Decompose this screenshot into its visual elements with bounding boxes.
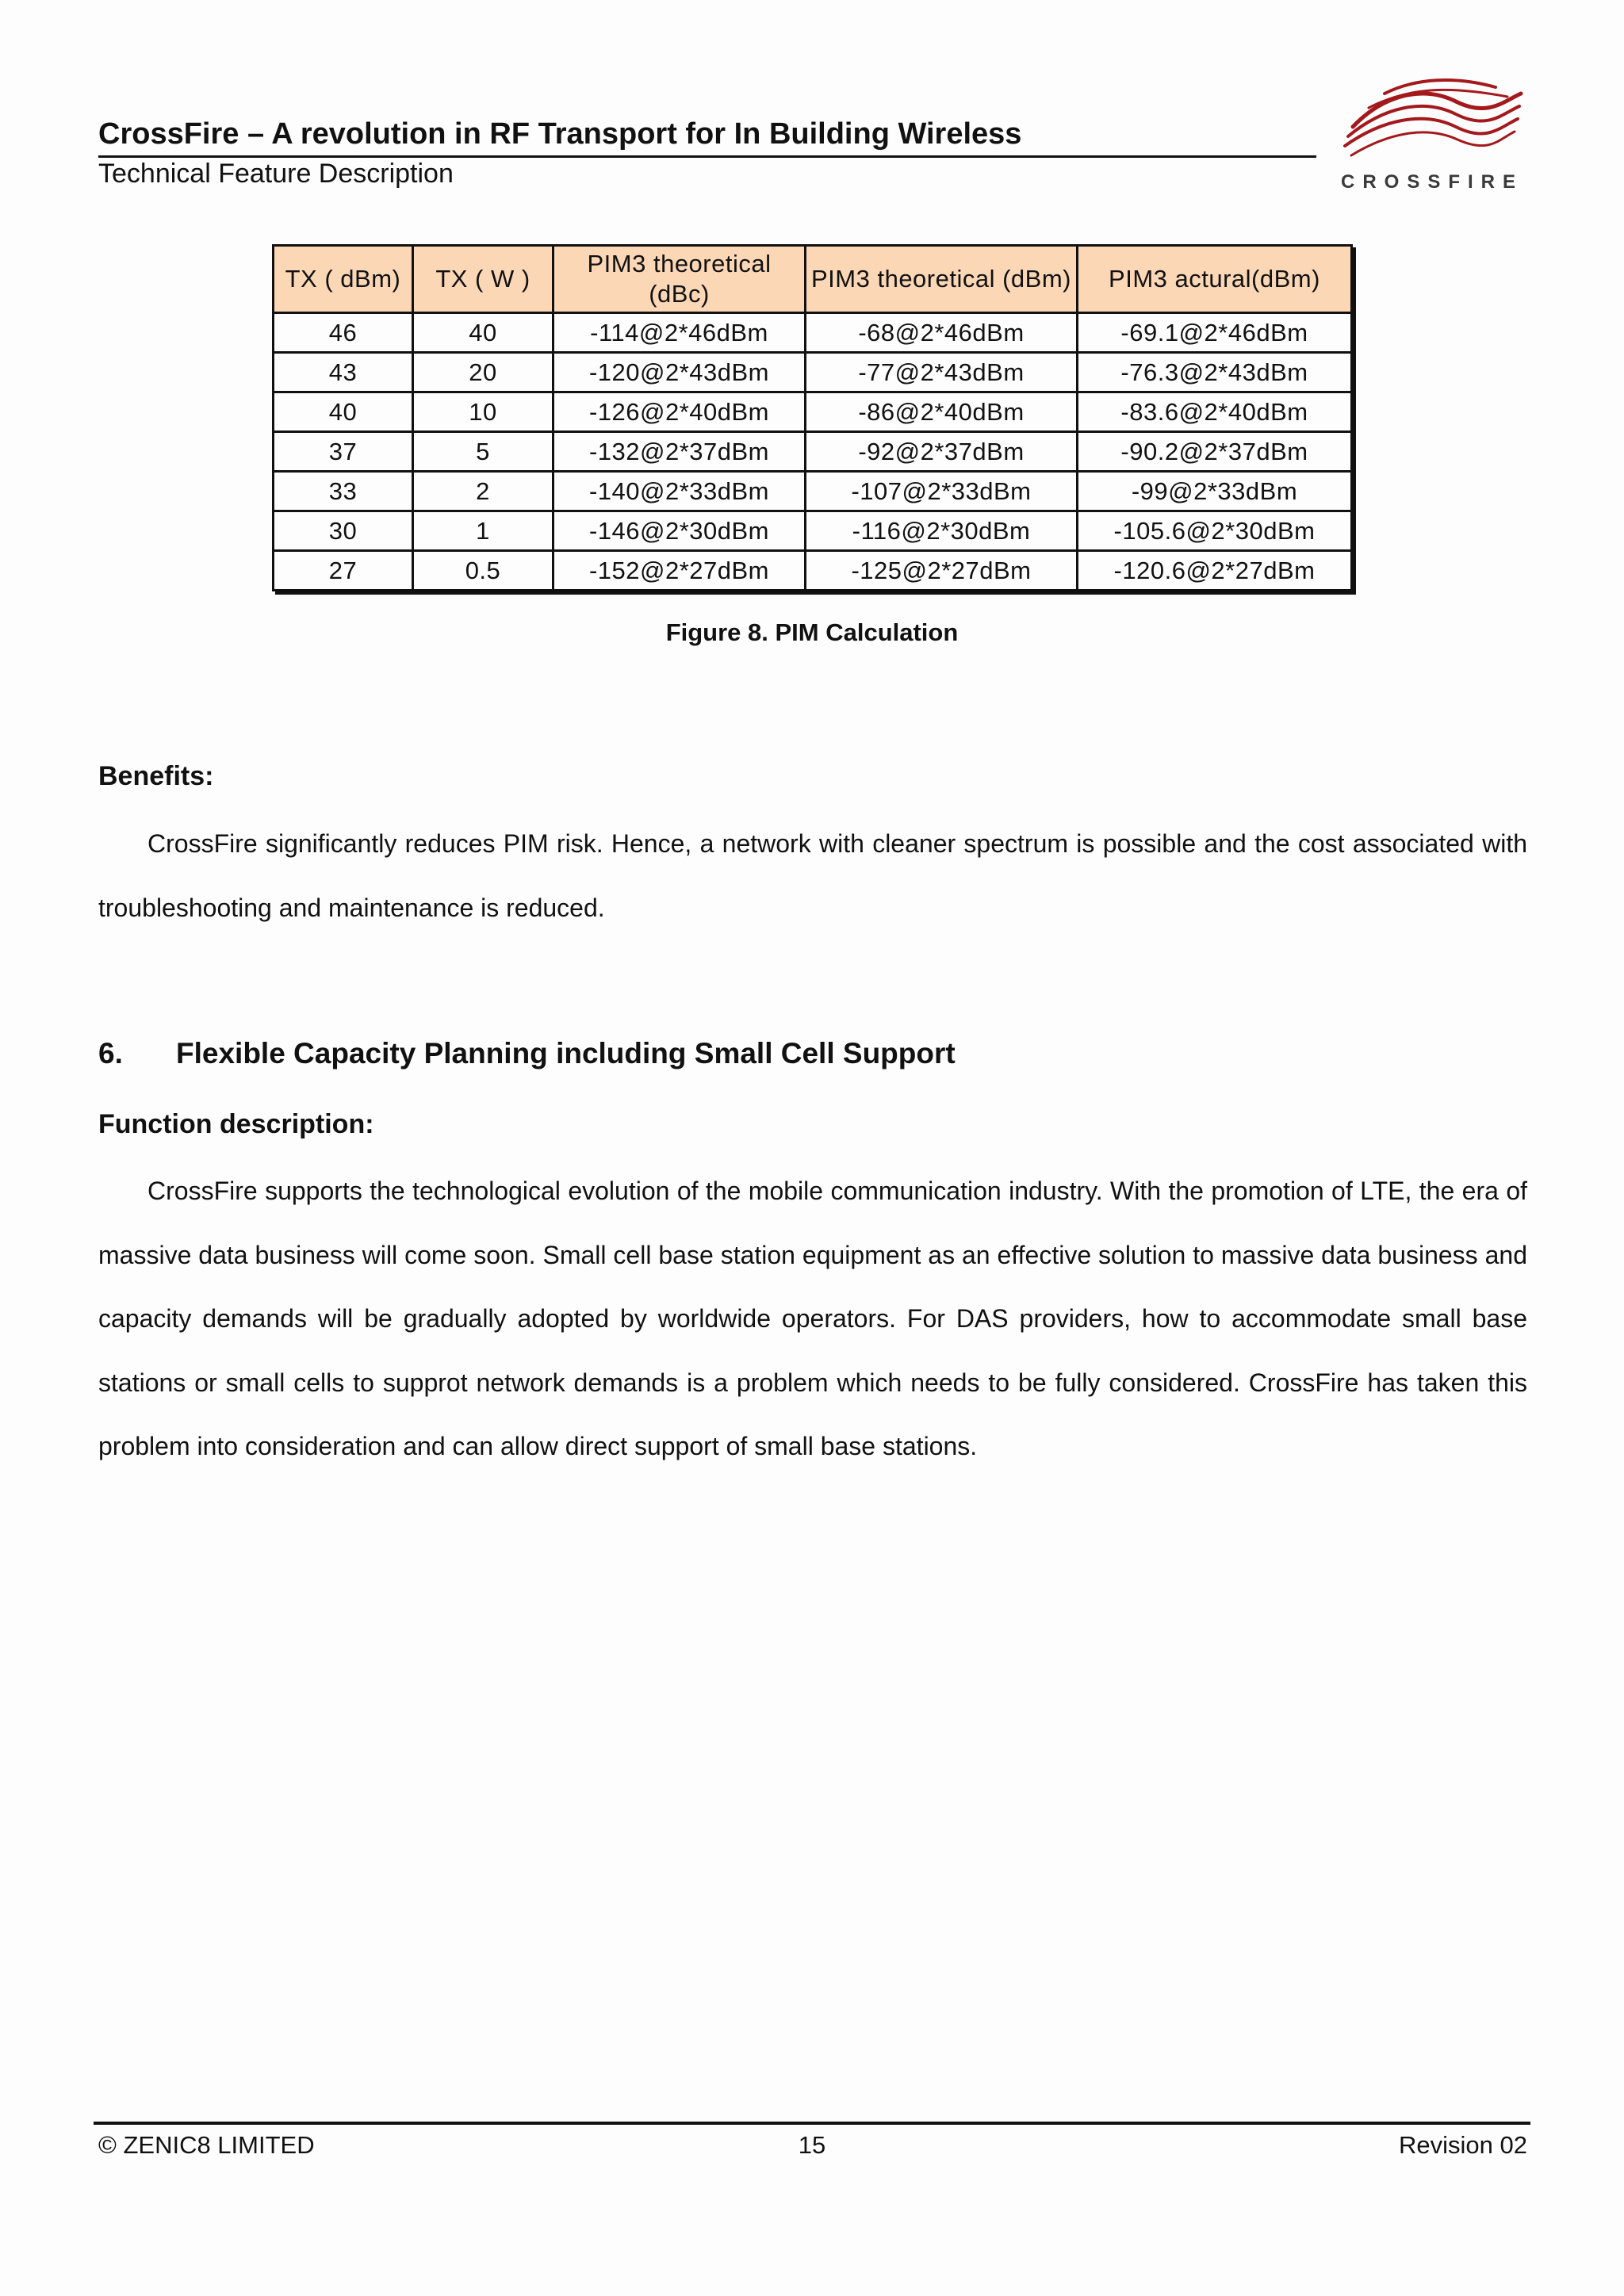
table-cell: 2 — [413, 472, 553, 511]
benefits-heading: Benefits: — [98, 761, 214, 791]
function-description-heading: Function description: — [98, 1109, 374, 1139]
table-cell: -125@2*27dBm — [806, 551, 1078, 591]
page-number: 15 — [798, 2131, 826, 2159]
table-row — [274, 432, 1352, 472]
table-cell: -116@2*30dBm — [806, 511, 1078, 551]
table-cell: 37 — [274, 432, 413, 472]
table-cell: 1 — [413, 511, 553, 551]
table-cell: 5 — [413, 432, 553, 472]
column-header: TX ( W ) — [413, 246, 553, 313]
table-cell: -120.6@2*27dBm — [1078, 551, 1352, 591]
table-cell: -92@2*37dBm — [806, 432, 1078, 472]
table-cell: -68@2*46dBm — [806, 313, 1078, 353]
column-header: PIM3 actural(dBm) — [1078, 246, 1352, 313]
table-cell: 43 — [274, 353, 413, 392]
footer-revision: Revision 02 — [1399, 2131, 1527, 2159]
table-cell: -120@2*43dBm — [553, 353, 806, 392]
table-cell: -99@2*33dBm — [1078, 472, 1352, 511]
table-cell: 10 — [413, 392, 553, 432]
table-cell: -86@2*40dBm — [806, 392, 1078, 432]
table-cell: 27 — [274, 551, 413, 591]
table-row — [274, 313, 1352, 353]
crossfire-swoosh-icon — [1337, 70, 1527, 165]
table-cell: -105.6@2*30dBm — [1078, 511, 1352, 551]
section-number: 6. — [98, 1037, 123, 1070]
section-title: Flexible Capacity Planning including Small Cell Support — [176, 1037, 956, 1070]
document-subtitle: Technical Feature Description — [98, 159, 454, 189]
table-row — [274, 353, 1352, 392]
table-cell: -114@2*46dBm — [553, 313, 806, 353]
document-title: CrossFire – A revolution in RF Transport for In Building Wireless — [98, 117, 1022, 151]
table-cell: 46 — [274, 313, 413, 353]
logo-wordmark: CROSSFIRE — [1340, 171, 1523, 193]
table-cell: -76.3@2*43dBm — [1078, 353, 1352, 392]
table-cell: 20 — [413, 353, 553, 392]
table-cell: -77@2*43dBm — [806, 353, 1078, 392]
crossfire-logo — [1337, 70, 1527, 197]
table-cell: -69.1@2*46dBm — [1078, 313, 1352, 353]
footer-rule — [94, 2122, 1530, 2125]
table-cell: 0.5 — [413, 551, 553, 591]
table-cell: -132@2*37dBm — [553, 432, 806, 472]
table-cell: 40 — [413, 313, 553, 353]
column-header: PIM3 theoretical (dBc) — [553, 246, 806, 313]
table-cell: -83.6@2*40dBm — [1078, 392, 1352, 432]
column-header: TX ( dBm) — [274, 246, 413, 313]
table-row — [274, 551, 1352, 591]
table-row — [274, 472, 1352, 511]
table-cell: -107@2*33dBm — [806, 472, 1078, 511]
column-header: PIM3 theoretical (dBm) — [806, 246, 1078, 313]
table-row — [274, 511, 1352, 551]
table-cell: -152@2*27dBm — [553, 551, 806, 591]
table-cell: 30 — [274, 511, 413, 551]
pim-table — [272, 244, 1353, 591]
table-cell: -90.2@2*37dBm — [1078, 432, 1352, 472]
table-cell: -146@2*30dBm — [553, 511, 806, 551]
table-cell: 40 — [274, 392, 413, 432]
table-row — [274, 392, 1352, 432]
benefits-paragraph: CrossFire significantly reduces PIM risk. Hence, a network with cleaner spectrum is possible and the cost associated with troubleshooting and maintenance is reduced. — [98, 829, 1527, 922]
table-cell: 33 — [274, 472, 413, 511]
table-header-row — [274, 246, 1352, 313]
table-cell: -140@2*33dBm — [553, 472, 806, 511]
table-cell: -126@2*40dBm — [553, 392, 806, 432]
footer-copyright: © ZENIC8 LIMITED — [98, 2131, 315, 2159]
header-rule — [98, 155, 1316, 158]
figure-caption: Figure 8. PIM Calculation — [665, 618, 959, 646]
function-description-paragraph: CrossFire supports the technological evolution of the mobile communication industry. With the promotion of LTE, the era of massive data business will come soon. Small cell base station equipment as an effective solution to massive data business and capacity demands will be gradually adopted by worldwide operators. For DAS providers, how to accommodate small base stations or small cells to supprot network demands is a problem which needs to be fully considered. CrossFire has taken this problem into consideration and can allow direct support of small base stations. — [98, 1177, 1527, 1460]
